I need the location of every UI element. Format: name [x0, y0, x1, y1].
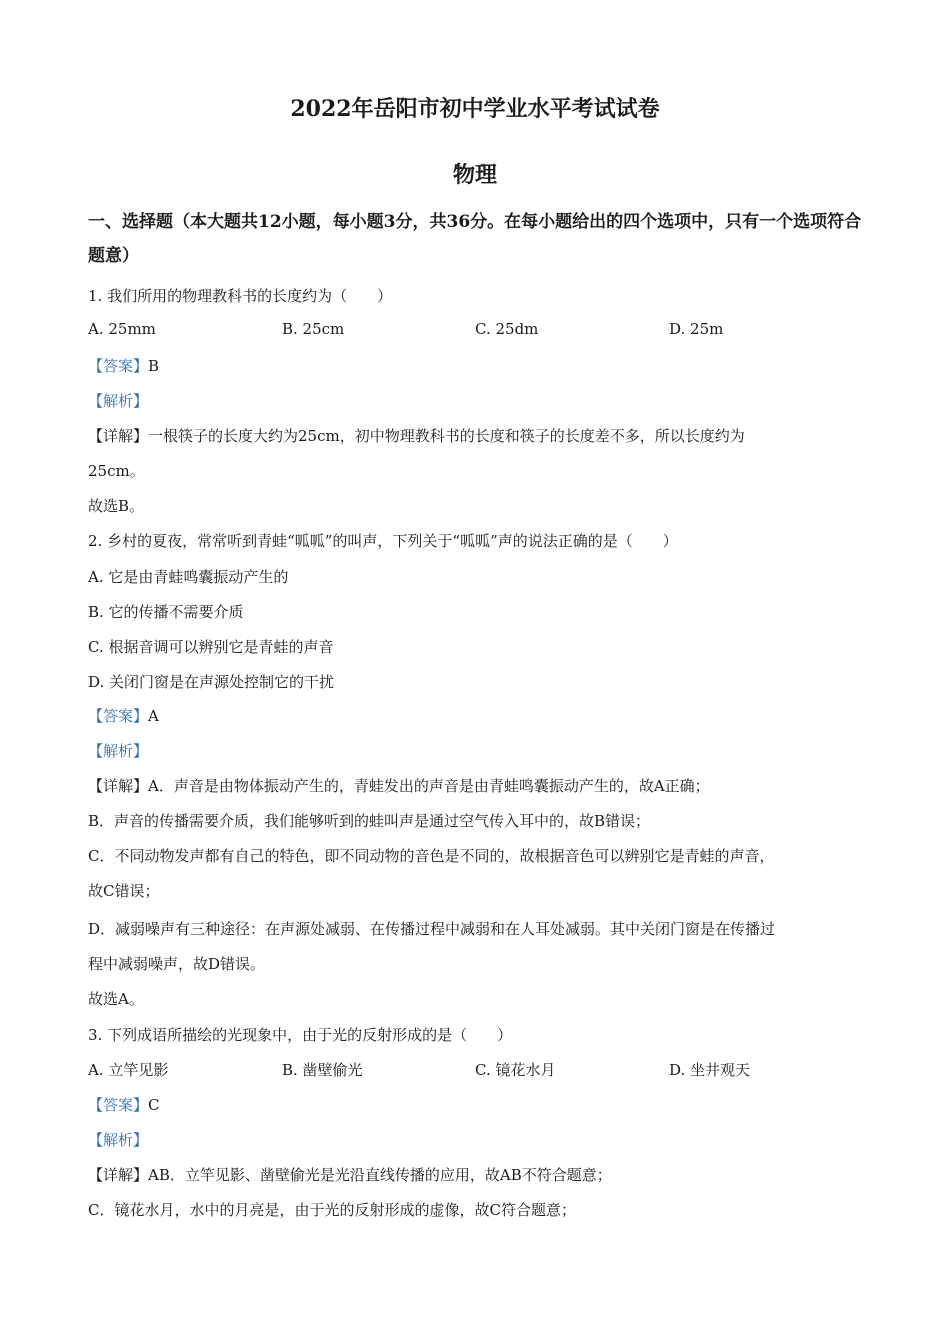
analysis-tag: 【解析】 — [88, 742, 149, 760]
q1-option-d: D. 25m — [669, 320, 724, 338]
q3-option-c: C. 镜花水月 — [475, 1061, 556, 1079]
q3-detail-ab: AB．立竿见影、凿壁偷光是光沿直线传播的应用，故AB不符合题意； — [148, 1166, 612, 1184]
question-1-stem: 1. 我们所用的物理教科书的长度约为（ ） — [88, 287, 393, 305]
q3-option-a: A. 立竿见影 — [88, 1061, 169, 1079]
q2-conclusion: 故选A。 — [88, 990, 144, 1008]
q3-answer-value: C — [148, 1096, 160, 1114]
q3-detail — [88, 1164, 612, 1185]
q3-detail-c: C．镜花水月，水中的月亮是，由于光的反射形成的虚像，故C符合题意； — [88, 1201, 576, 1219]
answer-tag: 【答案】 — [88, 357, 149, 375]
q2-detail-c-cont: 故C错误； — [88, 882, 160, 900]
q2-answer-value: A — [148, 707, 159, 725]
q1-answer-value: B — [148, 357, 160, 375]
q2-detail-c: C．不同动物发声都有自己的特色，即不同动物的音色是不同的，故根据音色可以辨别它是青蛙的声音， — [88, 847, 775, 865]
q2-option-a: A. 它是由青蛙鸣囊振动产生的 — [88, 568, 289, 586]
q2-analysis — [88, 740, 148, 761]
q1-analysis — [88, 390, 148, 411]
q1-conclusion: 故选B。 — [88, 497, 145, 515]
q1-option-c: C. 25dm — [475, 320, 539, 338]
q2-detail-d: D．减弱噪声有三种途径：在声源处减弱、在传播过程中减弱和在人耳处减弱。其中关闭门窗是在传播过 — [88, 920, 776, 938]
subject-title: 物理 — [452, 162, 497, 188]
section-heading: 一、选择题（本大题共12小题，每小题3分，共36分。在每小题给出的四个选项中，只有一个选项符合题意） — [88, 212, 862, 266]
q2-option-b: B. 它的传播不需要介质 — [88, 603, 244, 621]
detail-tag: 【详解】 — [88, 1166, 149, 1184]
q2-option-d: D. 关闭门窗是在声源处控制它的干扰 — [88, 673, 335, 691]
q2-answer — [88, 705, 159, 726]
q2-option-c: C. 根据音调可以辨别它是青蛙的声音 — [88, 638, 334, 656]
q1-answer — [88, 355, 159, 376]
q3-answer — [88, 1094, 160, 1115]
analysis-tag: 【解析】 — [88, 1131, 149, 1149]
q2-detail-a: A．声音是由物体振动产生的，青蛙发出的声音是由青蛙鸣囊振动产生的，故A正确； — [148, 777, 710, 795]
q2-detail-b: B．声音的传播需要介质，我们能够听到的蛙叫声是通过空气传入耳中的，故B错误； — [88, 812, 651, 830]
q3-option-d: D. 坐井观天 — [669, 1061, 751, 1079]
exam-title: 2022年岳阳市初中学业水平考试试卷 — [290, 96, 660, 122]
q1-option-b: B. 25cm — [282, 320, 345, 338]
q2-detail-d-cont: 程中减弱噪声，故D错误。 — [88, 955, 266, 973]
answer-tag: 【答案】 — [88, 707, 149, 725]
question-2-stem: 2. 乡村的夏夜，常常听到青蛙“呱呱”的叫声，下列关于“呱呱”声的说法正确的是（ ） — [88, 532, 678, 550]
detail-tag: 【详解】 — [88, 777, 149, 795]
q1-detail-cont: 25cm。 — [88, 462, 145, 480]
detail-tag: 【详解】 — [88, 427, 149, 445]
q3-analysis — [88, 1129, 148, 1150]
q1-detail-text: 一根筷子的长度大约为25cm，初中物理教科书的长度和筷子的长度差不多，所以长度约为 — [148, 427, 745, 445]
question-3-stem: 3. 下列成语所描绘的光现象中，由于光的反射形成的是（ ） — [88, 1026, 513, 1044]
q1-detail — [88, 425, 745, 446]
answer-tag: 【答案】 — [88, 1096, 149, 1114]
q1-option-a: A. 25mm — [88, 320, 156, 338]
q3-option-b: B. 凿壁偷光 — [282, 1061, 363, 1079]
analysis-tag: 【解析】 — [88, 392, 149, 410]
q2-detail — [88, 775, 710, 796]
